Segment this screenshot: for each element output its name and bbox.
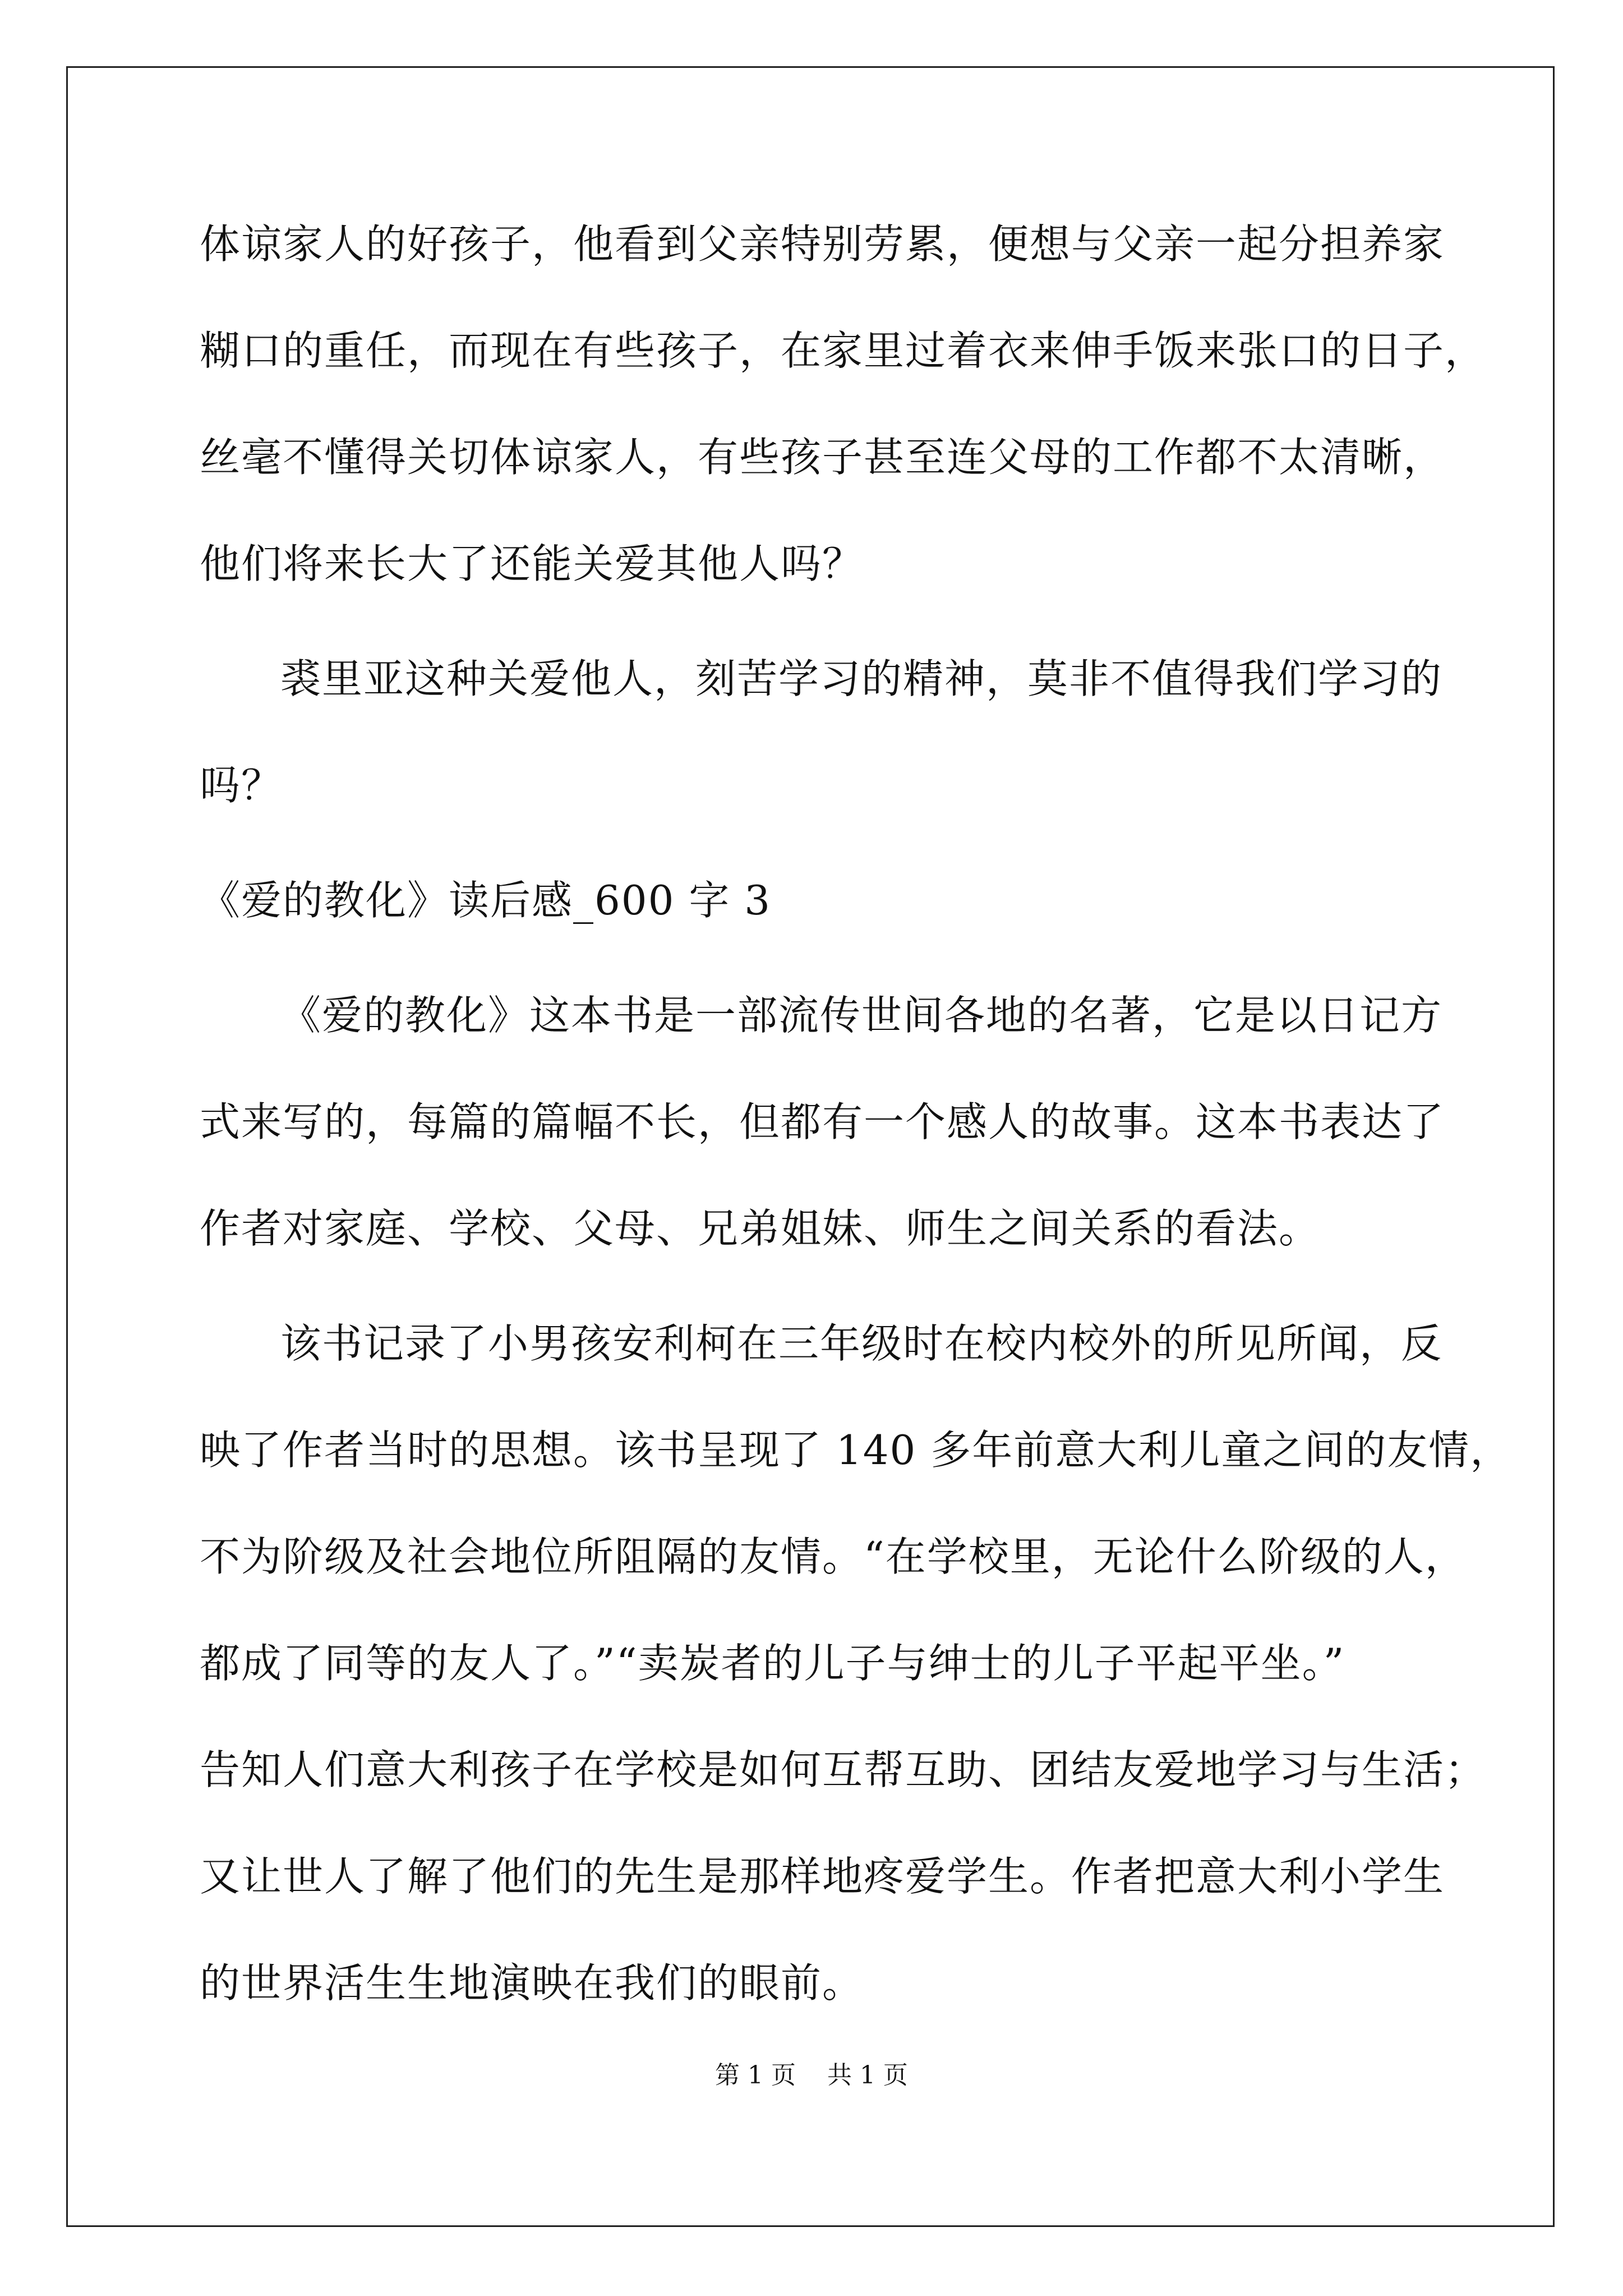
paragraph-first-line: 《爱的教化》这本书是一部流传世间各地的名著，它是以日记方 bbox=[280, 992, 1443, 1039]
text-line: 体谅家人的好孩子，他看到父亲特别劳累，便想与父亲一起分担养家 bbox=[200, 220, 1445, 268]
text-line: 丝毫不懂得关切体谅家人，有些孩子甚至连父母的工作都不太清晰， bbox=[200, 434, 1445, 481]
text-line: 告知人们意大利孩子在学校是如何互帮互助、团结友爱地学习与生活； bbox=[200, 1746, 1487, 1793]
text-line: 又让世人了解了他们的先生是那样地疼爱学生。作者把意大利小学生 bbox=[200, 1853, 1445, 1900]
text-line: 作者对家庭、学校、父母、兄弟姐妹、师生之间关系的看法。 bbox=[200, 1205, 1321, 1252]
section-heading: 《爱的教化》读后感_600 字 3 bbox=[200, 877, 772, 924]
paragraph-first-line: 该书记录了小男孩安利柯在三年级时在校内校外的所见所闻，反 bbox=[280, 1320, 1443, 1367]
text-line: 都成了同等的友人了。”“卖炭者的儿子与绅士的儿子平起平坐。” bbox=[200, 1640, 1345, 1687]
page-footer: 第 1 页 共 1 页 bbox=[715, 2061, 908, 2090]
text-line: 糊口的重任，而现在有些孩子，在家里过着衣来伸手饭来张口的日子， bbox=[200, 327, 1487, 374]
text-line: 的世界活生生地演映在我们的眼前。 bbox=[200, 1959, 864, 2007]
text-line: 吗？ bbox=[200, 762, 283, 809]
paragraph-first-line: 裘里亚这种关爱他人，刻苦学习的精神，莫非不值得我们学习的 bbox=[280, 655, 1443, 702]
text-line: 式来写的，每篇的篇幅不长，但都有一个感人的故事。这本书表达了 bbox=[200, 1098, 1445, 1145]
text-line: 不为阶级及社会地位所阻隔的友情。“在学校里，无论什么阶级的人， bbox=[200, 1533, 1467, 1580]
text-line: 映了作者当时的思想。该书呈现了 140 多年前意大利儿童之间的友情， bbox=[200, 1427, 1512, 1474]
text-line: 他们将来长大了还能关爱其他人吗？ bbox=[200, 540, 864, 587]
